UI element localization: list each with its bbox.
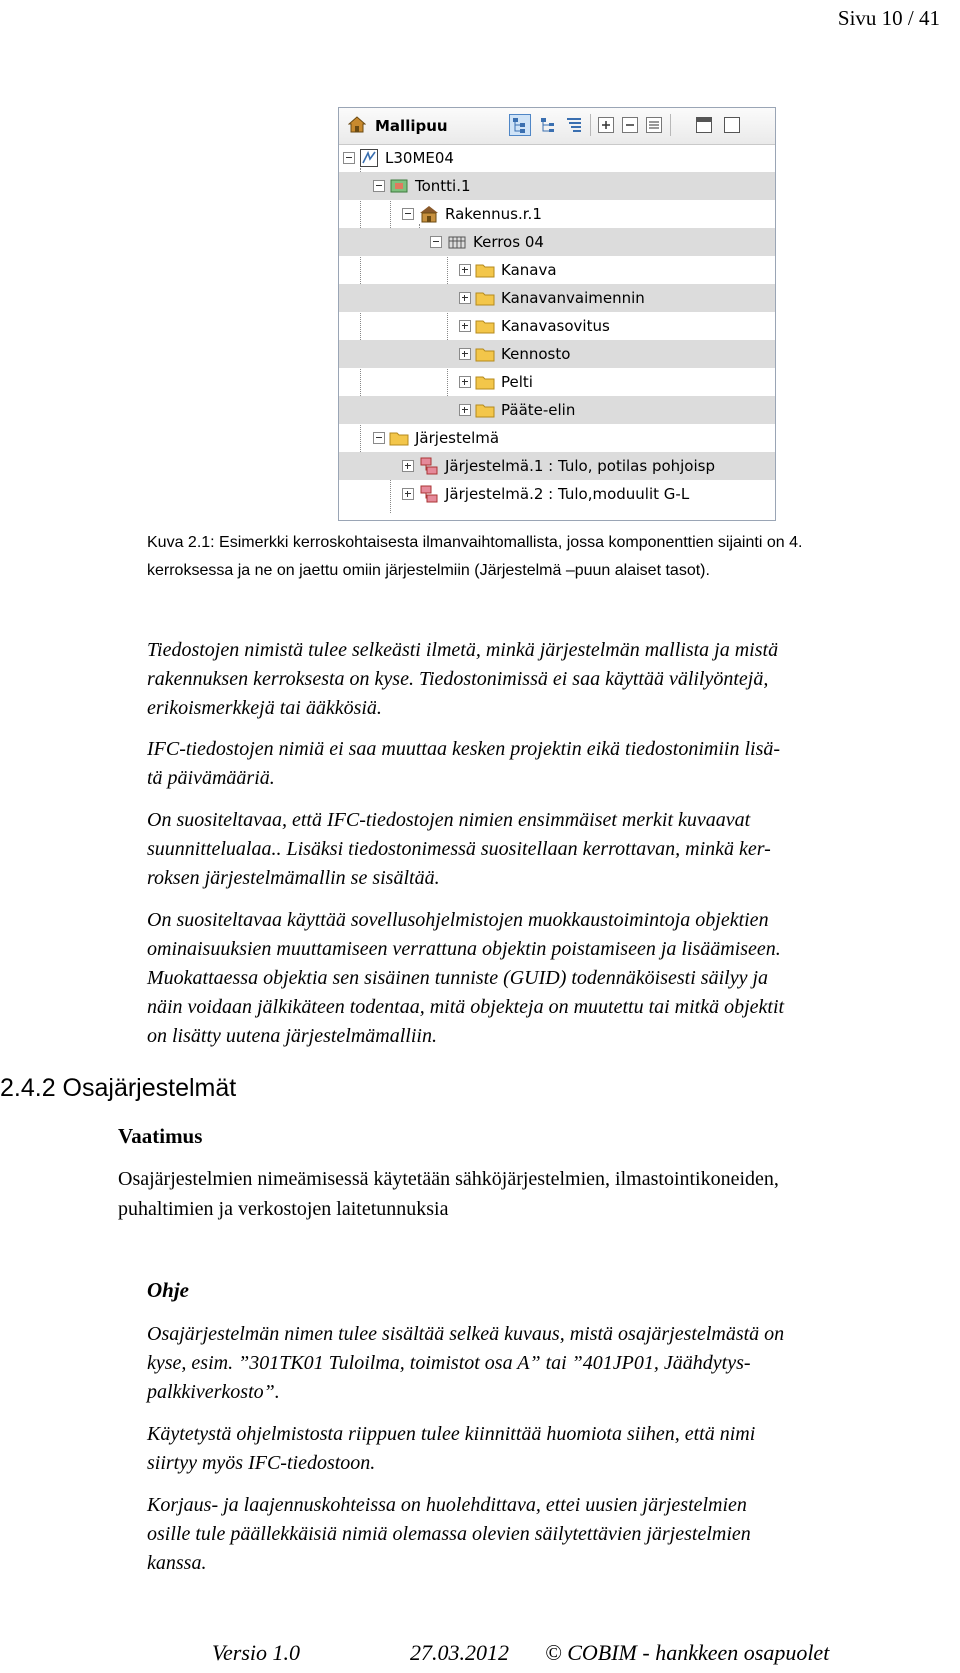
tree-node-label: Järjestelmä.1 : Tulo, potilas pohjoisp <box>445 457 715 475</box>
tree-node-label: L30ME04 <box>385 149 454 167</box>
tree-node-label: Rakennus.r.1 <box>445 205 542 223</box>
paragraph-line: kyse, esim. ”301TK01 Tuloilma, toimistot osa A” tai ”401JP01, Jäähdytys- <box>147 1352 751 1374</box>
tree-node-label: Kanava <box>501 261 557 279</box>
requirement-body <box>118 1164 948 1224</box>
footer-version: Versio 1.0 <box>212 1640 300 1665</box>
paragraph-line: Osajärjestelmän nimen tulee sisältää selkeä kuvaus, mistä osajärjestelmästä on <box>147 1323 785 1345</box>
expand-toggle-icon[interactable] <box>402 460 414 472</box>
tree-title: Mallipuu <box>375 117 448 135</box>
toolbar-separator <box>590 114 591 136</box>
paragraph-line: ominaisuuksien muuttamiseen verrattuna objektin poistamiseen ja lisäämiseen. <box>147 938 781 960</box>
tree-node[interactable] <box>339 172 775 200</box>
tree-node-label: Pääte-elin <box>501 401 576 419</box>
site-icon <box>389 176 409 196</box>
tree-node-label: Kanavanvaimennin <box>501 289 645 307</box>
tree-node-label: Järjestelmä.2 : Tulo,moduulit G-L <box>445 485 690 503</box>
requirement-heading: Vaatimus <box>118 1124 203 1148</box>
section-heading: 2.4.2 Osajärjestelmät <box>0 1074 237 1102</box>
requirement-line: Osajärjestelmien nimeämisessä käytetään sähköjärjestelmien, ilmastointikoneiden, <box>118 1168 779 1190</box>
folder-icon <box>475 344 495 364</box>
expand-toggle-icon[interactable] <box>402 488 414 500</box>
paragraph-line: On suositeltavaa, että IFC-tiedostojen nimien ensimmäiset merkit kuvaavat <box>147 809 751 831</box>
paragraph-line: suunnittelualaa.. Lisäksi tiedostonimessä suositellaan kerrottavan, minkä ker- <box>147 838 771 860</box>
paragraph-line: Tiedostojen nimistä tulee selkeästi ilmetä, minkä järjestelmän mallista ja mistä <box>147 639 779 661</box>
paragraph-line: Muokattaessa objektia sen sisäinen tunniste (GUID) todennäköisesti säilyy ja <box>147 967 769 989</box>
tree-node[interactable] <box>339 340 775 368</box>
folder-icon <box>475 260 495 280</box>
paragraph-line: siirtyy myös IFC-tiedostoon. <box>147 1452 376 1474</box>
folder-icon <box>475 316 495 336</box>
paragraph <box>147 806 947 893</box>
guide-paragraph <box>147 1320 947 1407</box>
list-view-icon[interactable] <box>645 116 663 134</box>
folder-icon <box>389 428 409 448</box>
collapse-toggle-icon[interactable] <box>343 152 355 164</box>
figure-caption <box>147 529 947 585</box>
paragraph-line: näin voidaan jälkikäteen todentaa, mitä objekteja on muutettu tai mitkä objektit <box>147 996 785 1018</box>
tree-node[interactable] <box>339 144 775 172</box>
tree-node-label: Pelti <box>501 373 533 391</box>
tree-node[interactable] <box>339 480 775 508</box>
collapse-all-icon[interactable] <box>621 116 639 134</box>
expand-toggle-icon[interactable] <box>459 404 471 416</box>
expand-toggle-icon[interactable] <box>459 320 471 332</box>
folder-icon <box>475 372 495 392</box>
maximize-icon[interactable] <box>723 116 741 134</box>
home-icon <box>348 116 366 134</box>
building-icon <box>419 204 439 224</box>
paragraph-line: Korjaus- ja laajennuskohteissa on huolehdittava, ettei uusien järjestelmien <box>147 1494 747 1516</box>
tree-node[interactable] <box>339 452 775 480</box>
folder-icon <box>475 288 495 308</box>
tree-node[interactable] <box>339 256 775 284</box>
paragraph-line: IFC-tiedostojen nimiä ei saa muuttaa kesken projektin eikä tiedostonimiin lisä- <box>147 738 781 760</box>
tree-node-label: Järjestelmä <box>415 429 500 447</box>
footer-copyright: © COBIM - hankkeen osapuolet <box>545 1640 830 1665</box>
storey-icon <box>447 232 467 252</box>
expand-toggle-icon[interactable] <box>459 348 471 360</box>
paragraph-line: erikoismerkkejä tai ääkkösiä. <box>147 697 382 719</box>
window-icon[interactable] <box>695 116 713 134</box>
tree-node[interactable] <box>339 368 775 396</box>
requirement-line: puhaltimien ja verkostojen laitetunnuksia <box>118 1198 449 1220</box>
footer-date: 27.03.2012 <box>410 1640 509 1665</box>
system-icon <box>419 456 439 476</box>
tree-node-label: Kanavasovitus <box>501 317 610 335</box>
paragraph-line: kanssa. <box>147 1552 207 1574</box>
tree-node[interactable] <box>339 200 775 228</box>
paragraph-line: on lisätty uutena järjestelmämalliin. <box>147 1025 437 1047</box>
paragraph-line: palkkiverkosto”. <box>147 1381 280 1403</box>
expand-toggle-icon[interactable] <box>459 264 471 276</box>
paragraph-line: Käytetystä ohjelmistosta riippuen tulee kiinnittää huomiota siihen, että nimi <box>147 1423 756 1445</box>
tree-node-label: Kerros 04 <box>473 233 544 251</box>
collapse-toggle-icon[interactable] <box>373 432 385 444</box>
paragraph <box>147 636 947 723</box>
tree-node[interactable] <box>339 284 775 312</box>
collapse-toggle-icon[interactable] <box>430 236 442 248</box>
caption-line: Kuva 2.1: Esimerkki kerroskohtaisesta ilmanvaihtomallista, jossa komponenttien sijainti on 4. <box>147 534 803 551</box>
folder-icon <box>475 400 495 420</box>
system-icon <box>419 484 439 504</box>
model-icon <box>359 148 379 168</box>
guide-paragraph <box>147 1420 947 1478</box>
paragraph-line: roksen järjestelmämallin se sisältää. <box>147 867 440 889</box>
tree-node[interactable] <box>339 228 775 256</box>
paragraph-line: osille tule päällekkäisiä nimiä olemassa olevien säilytettävien järjestelmien <box>147 1523 751 1545</box>
tree-node[interactable] <box>339 312 775 340</box>
tree-node-label: Tontti.1 <box>415 177 471 195</box>
tree-node-label: Kennosto <box>501 345 571 363</box>
hierarchy-icon[interactable] <box>539 116 557 134</box>
caption-line: kerroksessa ja ne on jaettu omiin järjestelmiin (Järjestelmä –puun alaiset tasot). <box>147 562 710 579</box>
page-number: Sivu 10 / 41 <box>837 6 940 30</box>
expand-toggle-icon[interactable] <box>459 376 471 388</box>
model-tree-panel <box>338 107 776 521</box>
tree-node[interactable] <box>339 396 775 424</box>
paragraph <box>147 735 947 793</box>
tree-view-icon[interactable] <box>509 114 531 136</box>
paragraph-line: rakennuksen kerroksesta on kyse. Tiedostonimissä ei saa käyttää välilyöntejä, <box>147 668 769 690</box>
tree-toolbar <box>339 108 775 145</box>
guide-heading: Ohje <box>147 1278 189 1302</box>
tree-node[interactable] <box>339 424 775 452</box>
expand-toggle-icon[interactable] <box>459 292 471 304</box>
paragraph-line: tä päivämääriä. <box>147 767 275 789</box>
systems-tree-icon[interactable] <box>565 116 583 134</box>
paragraph-line: On suositeltavaa käyttää sovellusohjelmistojen muokkaustoimintoja objektien <box>147 909 769 931</box>
paragraph <box>147 906 947 1051</box>
guide-paragraph <box>147 1491 947 1578</box>
expand-all-icon[interactable] <box>597 116 615 134</box>
toolbar-separator <box>670 114 671 136</box>
collapse-toggle-icon[interactable] <box>402 208 414 220</box>
collapse-toggle-icon[interactable] <box>373 180 385 192</box>
